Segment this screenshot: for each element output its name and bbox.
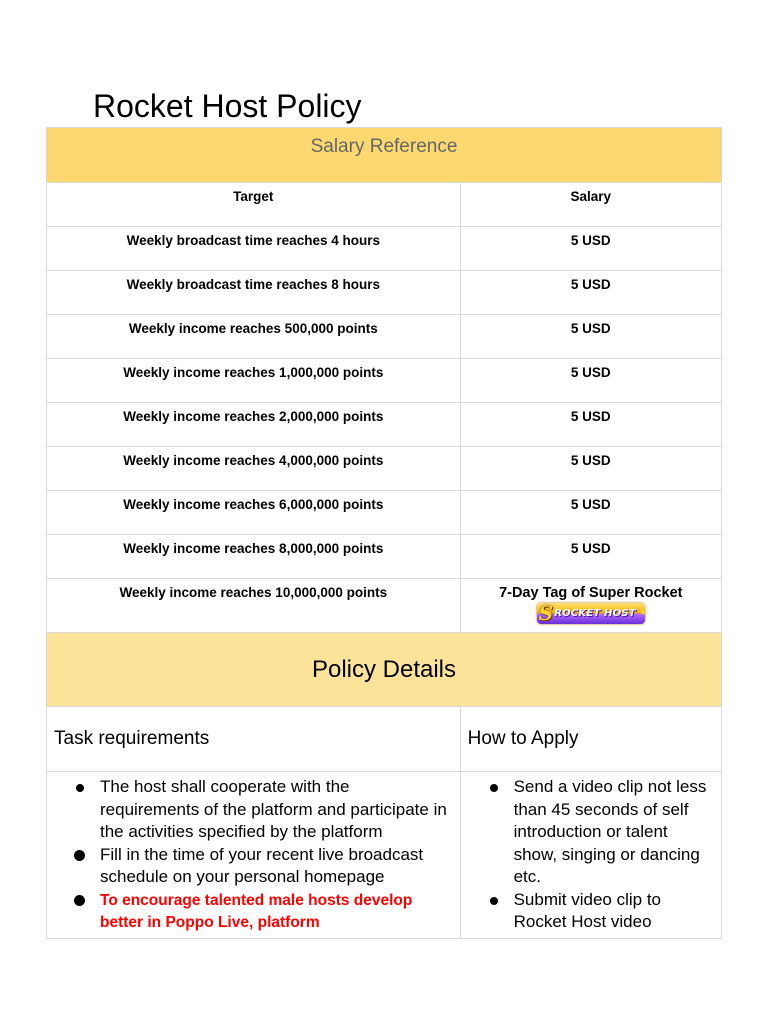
salary-banner-row (47, 128, 722, 183)
target-cell: Weekly broadcast time reaches 4 hours (47, 227, 461, 271)
salary-header-row (47, 183, 722, 227)
task-requirements-heading-cell (47, 707, 461, 772)
salary-cell: 5 USD (460, 403, 721, 447)
policy-details-heading: Policy Details (311, 655, 457, 683)
table-row (47, 447, 722, 491)
policy-details-banner (47, 633, 722, 707)
target-cell: Weekly income reaches 4,000,000 points (47, 447, 461, 491)
salary-cell: 5 USD (460, 315, 721, 359)
list-item: Fill in the time of your recent live broadcast schedule on your personal homepage (100, 844, 452, 889)
task-requirements-list (47, 772, 460, 934)
table-row (47, 535, 722, 579)
table-row (47, 359, 722, 403)
badge-letter: S (538, 601, 554, 625)
target-cell: Weekly income reaches 8,000,000 points (47, 535, 461, 579)
document-title: Rocket Host Policy (93, 88, 362, 124)
how-to-apply-list (461, 772, 721, 934)
target-cell: Weekly broadcast time reaches 8 hours (47, 271, 461, 315)
how-to-apply-cell (460, 772, 721, 939)
highlighted-text: To encourage talented male hosts develop better in Poppo Live, platform (100, 891, 413, 931)
salary-cell: 5 USD (460, 359, 721, 403)
table-row (47, 403, 722, 447)
policy-subheader-row (47, 707, 722, 772)
column-header-target: Target (47, 183, 461, 227)
bullet-icon (490, 897, 498, 905)
super-rocket-tag-text: 7-Day Tag of Super Rocket (499, 585, 683, 601)
badge-wing-icon: ✦ (638, 607, 648, 619)
badge-label: ROCKET HOST (554, 608, 636, 619)
target-cell: Weekly income reaches 1,000,000 points (47, 359, 461, 403)
bullet-icon (76, 784, 84, 792)
bullet-icon (74, 895, 85, 906)
target-cell: Weekly income reaches 2,000,000 points (47, 403, 461, 447)
task-requirements-heading: Task requirements (54, 728, 210, 749)
list-item: Submit video clip to Rocket Host video (514, 889, 713, 934)
salary-cell: 5 USD (460, 227, 721, 271)
table-row (47, 227, 722, 271)
salary-cell: 5 USD (460, 271, 721, 315)
table-row (47, 491, 722, 535)
policy-lists-row (47, 772, 722, 939)
task-requirements-cell (47, 772, 461, 939)
bullet-icon (490, 784, 498, 792)
table-row (47, 271, 722, 315)
salary-cell: 5 USD (460, 491, 721, 535)
list-item (100, 889, 452, 934)
target-cell: Weekly income reaches 6,000,000 points (47, 491, 461, 535)
target-cell: Weekly income reaches 10,000,000 points (47, 579, 461, 633)
list-item: The host shall cooperate with the requirements of the platform and participate in the activities specified by the platform (100, 776, 452, 844)
salary-cell: 5 USD (460, 447, 721, 491)
bullet-icon (74, 850, 85, 861)
policy-table (46, 127, 722, 939)
how-to-apply-heading-cell (460, 707, 721, 772)
table-row (47, 315, 722, 359)
column-header-salary: Salary (460, 183, 721, 227)
salary-cell: 5 USD (460, 535, 721, 579)
table-row-top-reward (47, 579, 722, 633)
reward-cell (460, 579, 721, 633)
salary-reference-heading: Salary Reference (310, 136, 458, 157)
rocket-host-badge-icon (537, 601, 648, 625)
policy-banner-row (47, 633, 722, 707)
list-item: Send a video clip not less than 45 seconds of self introduction or talent show, singing or dancing etc. (514, 776, 713, 889)
salary-reference-banner (47, 128, 722, 183)
target-cell: Weekly income reaches 500,000 points (47, 315, 461, 359)
how-to-apply-heading: How to Apply (467, 728, 579, 749)
